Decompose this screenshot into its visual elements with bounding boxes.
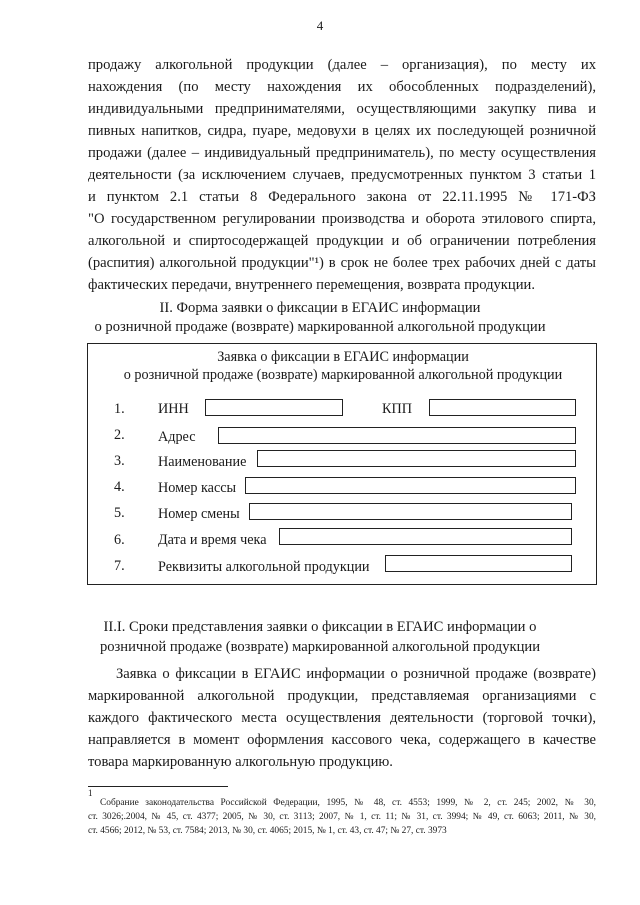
shift-number-label: Номер смены [158, 506, 240, 522]
footnote-line: ст. 4566; 2012, № 53, ст. 7584; 2013, № 30, ст. 4065; 2015, № 1, ст. 43, ст. 47; № 27, ст. 3973 [88, 826, 447, 836]
page-number: 4 [316, 18, 324, 33]
intro-line: фактических передачи, внутреннего перемещения, возврата продукции. [88, 277, 535, 293]
address-label: Адрес [158, 429, 196, 445]
intro-line: и пунктом 2.1 статьи 8 Федерального закона от 22.11.1995 № 171-ФЗ [88, 189, 596, 205]
intro-line: пивных напитков, сидра, пуаре, медовухи в целях их последующей розничной [88, 123, 596, 139]
intro-line: (распития) алкогольной продукции"¹) в срок не более трех рабочих дней с даты [88, 255, 596, 271]
kpp-field[interactable] [429, 399, 576, 416]
application-form [87, 343, 597, 585]
intro-line: деятельности (за исключением случаев, предусмотренных пунктом 3 статьи 1 [88, 167, 596, 183]
intro-line: нахождения (по месту нахождения их обособленных подразделений), [88, 79, 596, 95]
footnote-divider [88, 786, 228, 787]
form-title-line: Заявка о фиксации в ЕГАИС информации [217, 349, 469, 365]
shift-number-field[interactable] [249, 503, 572, 520]
intro-line: продажи (далее – индивидуальный предприниматель), по месту осуществления [88, 145, 596, 161]
heading-line: розничной продаже (возврате) маркированной алкогольной продукции [99, 639, 541, 655]
kpp-label: КПП [382, 401, 412, 417]
intro-line: "О государственном регулировании производства и оборота этилового спирта, [88, 211, 596, 227]
paragraph-line: Заявка о фиксации в ЕГАИС информации о розничной продаже (возврате) [116, 666, 596, 682]
paragraph-line: направляется в момент оформления кассового чека, содержащего в качестве [88, 732, 596, 748]
cash-register-field[interactable] [245, 477, 576, 494]
heading-line: II. Форма заявки о фиксации в ЕГАИС информации [159, 300, 481, 316]
row-number: 6. [114, 532, 125, 548]
row-number: 2. [114, 427, 125, 443]
address-field[interactable] [218, 427, 576, 444]
footnote-line: Собрание законодательства Российской Федерации, 1995, № 48, ст. 4553; 1999, № 2, ст. 245; 2002, № 30, [100, 798, 596, 808]
intro-line: индивидуальными предпринимателями, осуществляющими закупку пива и [88, 101, 596, 117]
form-title-line: о розничной продаже (возврате) маркированной алкогольной продукции [123, 367, 563, 383]
row-number: 5. [114, 505, 125, 521]
row-number: 7. [114, 558, 125, 574]
intro-line: продажу алкогольной продукции (далее – организация), по месту их [88, 57, 596, 73]
row-number: 4. [114, 479, 125, 495]
receipt-datetime-field[interactable] [279, 528, 572, 545]
row-number: 1. [114, 401, 125, 417]
paragraph-line: товара маркированную алкогольную продукцию. [88, 754, 393, 770]
heading-line: о розничной продаже (возврате) маркированной алкогольной продукции [94, 319, 546, 335]
cash-register-label: Номер кассы [158, 480, 237, 496]
receipt-datetime-label: Дата и время чека [158, 532, 267, 548]
heading-line: II.I. Сроки представления заявки о фиксации в ЕГАИС информации о [103, 619, 537, 635]
intro-line: алкогольной и спиртосодержащей продукции и об ограничении потребления [88, 233, 596, 249]
product-details-label: Реквизиты алкогольной продукции [158, 559, 370, 575]
name-field[interactable] [257, 450, 576, 467]
inn-field[interactable] [205, 399, 343, 416]
row-number: 3. [114, 453, 125, 469]
product-details-field[interactable] [385, 555, 572, 572]
footnote-line: ст. 3026;.2004, № 45, ст. 4377; 2005, № 30, ст. 3113; 2007, № 1, ст. 11; № 31, ст. 3994; № 49, ст. 6063; 2011, № 30, [88, 812, 596, 822]
name-label: Наименование [158, 454, 247, 470]
inn-label: ИНН [158, 401, 189, 417]
paragraph-line: каждого фактического места осуществления деятельности (торговой точки), [88, 710, 596, 726]
paragraph-line: маркированной алкогольной продукции, представляемая организациями с [88, 688, 596, 704]
footnote-mark: 1 [88, 788, 93, 798]
